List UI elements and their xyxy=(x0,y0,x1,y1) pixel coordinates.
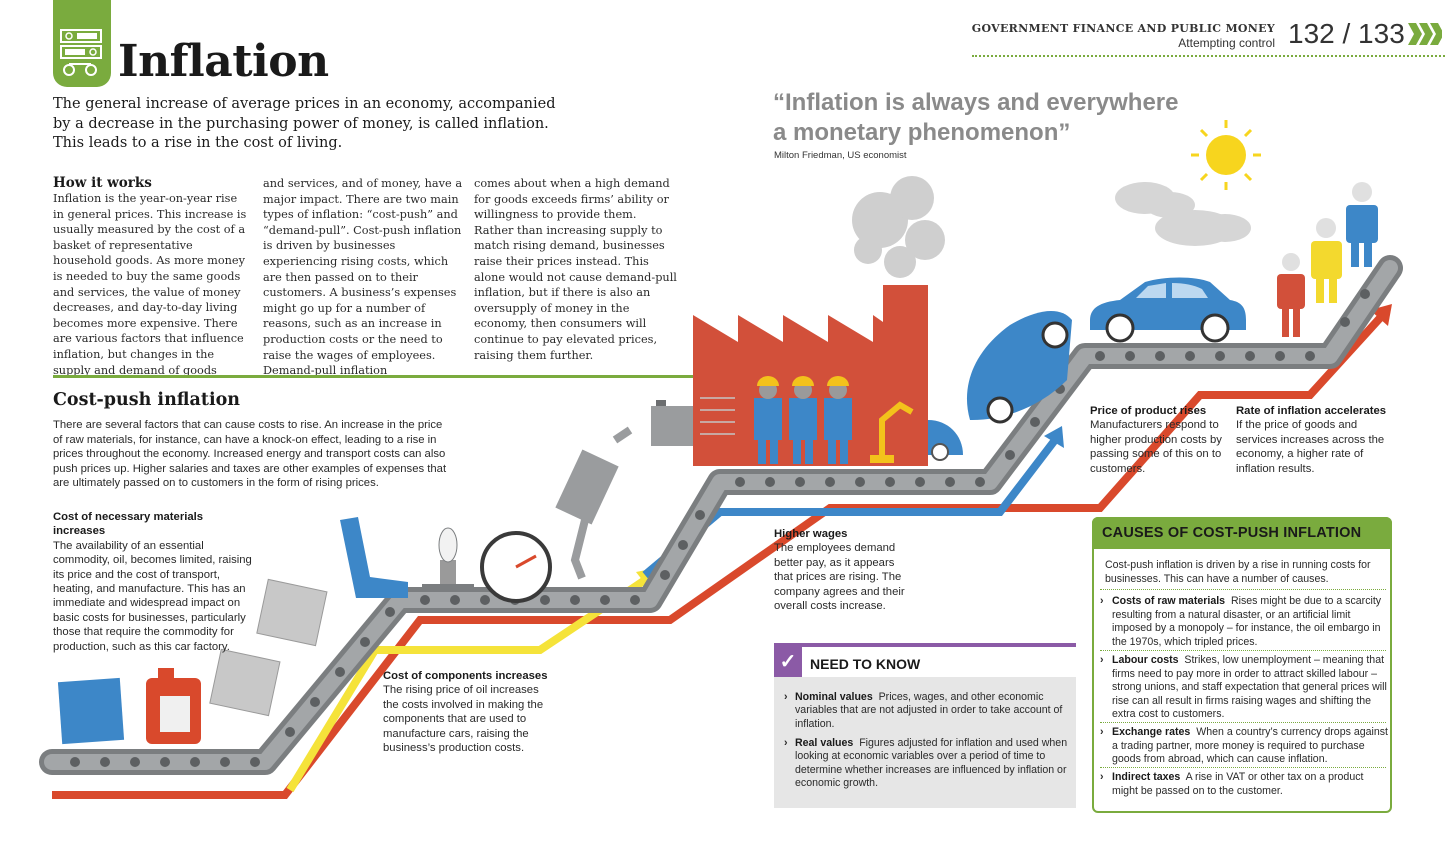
chevron-right-icon: › xyxy=(1100,654,1104,666)
intro-paragraph: The general increase of average prices in an economy, accompanied by a decrease in the purchasing power of money, is called inflation. This leads to a rise in the cost of living. xyxy=(53,96,556,151)
divider xyxy=(1100,767,1386,768)
ntk-text: Figures adjusted for inflation and used when looking at economic variables over a period of time to determine whether increases are influenced by inflation or economic growth. xyxy=(795,737,1068,790)
header-rule xyxy=(972,55,1445,57)
ntk-item xyxy=(784,737,1070,791)
divider xyxy=(1100,722,1386,723)
cause-term: Costs of raw materials xyxy=(1112,595,1226,607)
cause-term: Indirect taxes xyxy=(1112,771,1181,783)
annotation-body: Manufacturers respond to higher production costs by passing some of this on to customers. xyxy=(1090,419,1222,475)
quote-line-2: a monetary phenomenon” xyxy=(773,119,1071,146)
cause-text: Rises might be due to a scarcity resulting from a natural disaster, or an artificial limit imposed by a monopoly – for instance, the oil embargo in the 1970s, which tripled prices. xyxy=(1112,595,1382,648)
need-to-know-title: NEED TO KNOW xyxy=(810,656,921,672)
how-it-works-heading: How it works xyxy=(53,175,152,191)
annotation-raw-materials xyxy=(53,510,258,654)
smoke-cloud xyxy=(852,176,945,278)
blue-material-sheet xyxy=(58,678,124,744)
cost-push-body: There are several factors that can cause costs to rise. An increase in the price of raw materials, for instance, can have a knock-on effect, leading to a rise in prices throughout the economy. Increased energy and transport costs can also push prices up. Higher salaries and taxes are other examples of expenses that are ultimately passed on to customers in the form of rising prices. xyxy=(53,419,447,490)
quote-attribution: Milton Friedman, US economist xyxy=(774,150,907,161)
clouds-icon xyxy=(1115,182,1251,246)
annotation-title: Price of product rises xyxy=(1090,405,1207,417)
annotation-body: If the price of goods and services increases across the economy, a higher rate of inflation results. xyxy=(1236,419,1385,475)
oil-canister xyxy=(146,668,201,744)
car-seat-icon xyxy=(340,517,408,598)
cause-item xyxy=(1098,595,1388,649)
annotation-body: The availability of an essential commodity, oil, becomes limited, raising its price and the cost of transport, heating, and manufacture. This has an immediate and widespread impact on basic costs for businesses, particularly those that require the commodity for production, such as this car factory. xyxy=(53,539,252,653)
cause-text: When a country’s currency drops against a trading partner, more money is required to purchase goods from abroad, which can cause inflation. xyxy=(1112,726,1388,766)
ntk-text: Prices, wages, and other economic variables that are not adjusted in order to take account of inflation. xyxy=(795,691,1063,730)
ntk-term: Real values xyxy=(795,737,854,749)
sun-icon xyxy=(1191,120,1261,190)
how-it-works-col1: Inflation is the year-on-year rise in general prices. This increase is usually measured by the cost of a basket of representative household goods. As more money is needed to buy the same goods and services, the value of money decreases, and day-to-day living becomes more expensive. There are various factors that influence inflation, but changes in the supply and demand of goods xyxy=(53,192,247,377)
pull-quote xyxy=(773,88,1179,148)
annotation-product-price xyxy=(1090,404,1225,476)
subsection-name: Attempting control xyxy=(1178,36,1275,50)
checkmark-icon: ✓ xyxy=(774,647,802,677)
speedometer-icon xyxy=(482,533,550,601)
chapter-badge xyxy=(53,0,111,87)
running-head xyxy=(972,22,1275,50)
annotation-title: Rate of inflation accelerates xyxy=(1236,405,1387,417)
causes-box xyxy=(1092,517,1392,813)
chevron-right-icon: › xyxy=(784,737,788,749)
annotation-body: The employees demand better pay, as it appears that prices are rising. The company agrees and their overall costs increase. xyxy=(774,542,905,613)
page-numbers: 132 / 133 xyxy=(1288,18,1405,49)
money-machine-icon xyxy=(59,28,105,78)
headlight-bulb-icon xyxy=(422,528,474,592)
annotation-title: Cost of necessary materials increases xyxy=(53,511,204,538)
annotation-title: Higher wages xyxy=(774,528,848,540)
cost-push-title: Cost-push inflation xyxy=(53,390,240,410)
annotation-inflation-rate xyxy=(1236,404,1396,476)
cause-text: Strikes, low unemployment – meaning that firms need to pay more in order to attract skilled labour – strong unions, and staff expectation that general prices will rise can all result in firms raising wages and shifting the extra cost to customers. xyxy=(1112,654,1387,721)
chevron-right-icon: › xyxy=(1100,726,1104,738)
how-it-works-col2: and services, and of money, have a major impact. There are two main types of inflation: “cost-push” and “demand-pull”. Cost-push inflation is driven by businesses experiencing rising costs, which are then passed on to their customers. A business’s expenses might go up for a number of reasons, such as an increase in production costs or the need to raise the wages of employees. Demand-pull inflation xyxy=(263,177,463,378)
quote-line-1: “Inflation is always and everywhere xyxy=(773,89,1179,116)
annotation-body: The rising price of oil increases the costs involved in making the components that are used to manufacture cars, raising the business’s production costs. xyxy=(383,684,544,755)
chevron-right-icon xyxy=(1408,23,1442,45)
causes-intro: Cost-push inflation is driven by a rise in running costs for businesses. This can have a number of causes. xyxy=(1105,559,1371,585)
cause-item xyxy=(1098,726,1388,767)
page-title: Inflation xyxy=(118,36,329,87)
chevron-right-icon: › xyxy=(1100,595,1104,607)
annotation-wages xyxy=(774,527,914,613)
exhaust-pipe-icon xyxy=(555,430,630,578)
cause-item xyxy=(1098,654,1388,722)
cause-item xyxy=(1098,771,1388,798)
causes-title: CAUSES OF COST-PUSH INFLATION xyxy=(1102,525,1362,541)
chevron-right-icon: › xyxy=(1100,771,1104,783)
cause-term: Exchange rates xyxy=(1112,726,1191,738)
ntk-term: Nominal values xyxy=(795,691,873,703)
section-name: GOVERNMENT FINANCE AND PUBLIC MONEY xyxy=(971,22,1275,35)
ntk-item xyxy=(784,691,1070,731)
divider xyxy=(1100,589,1386,590)
cause-text: A rise in VAT or other tax on a product might be passed on to the customer. xyxy=(1112,771,1364,797)
causes-header xyxy=(1092,517,1392,549)
cause-term: Labour costs xyxy=(1112,654,1179,666)
how-it-works-col3: comes about when a high demand for goods exceeds firms’ ability or willingness to provide them. Rather than increasing supply to match rising demand, businesses raise their prices instead. This alone would not cause demand-pull inflation, but if there is also an oversupply of money in the economy, then consumers will continue to pay elevated prices, raising them further. xyxy=(474,177,677,362)
section-divider xyxy=(53,375,693,378)
chevron-right-icon: › xyxy=(784,691,788,703)
need-to-know-box xyxy=(774,643,1076,808)
car-icon xyxy=(1090,278,1246,342)
annotation-components xyxy=(383,669,553,755)
divider xyxy=(1100,650,1386,651)
battery-icon xyxy=(651,400,696,446)
annotation-title: Cost of components increases xyxy=(383,670,548,682)
factory-icon xyxy=(693,285,963,466)
need-to-know-header xyxy=(774,647,1076,677)
